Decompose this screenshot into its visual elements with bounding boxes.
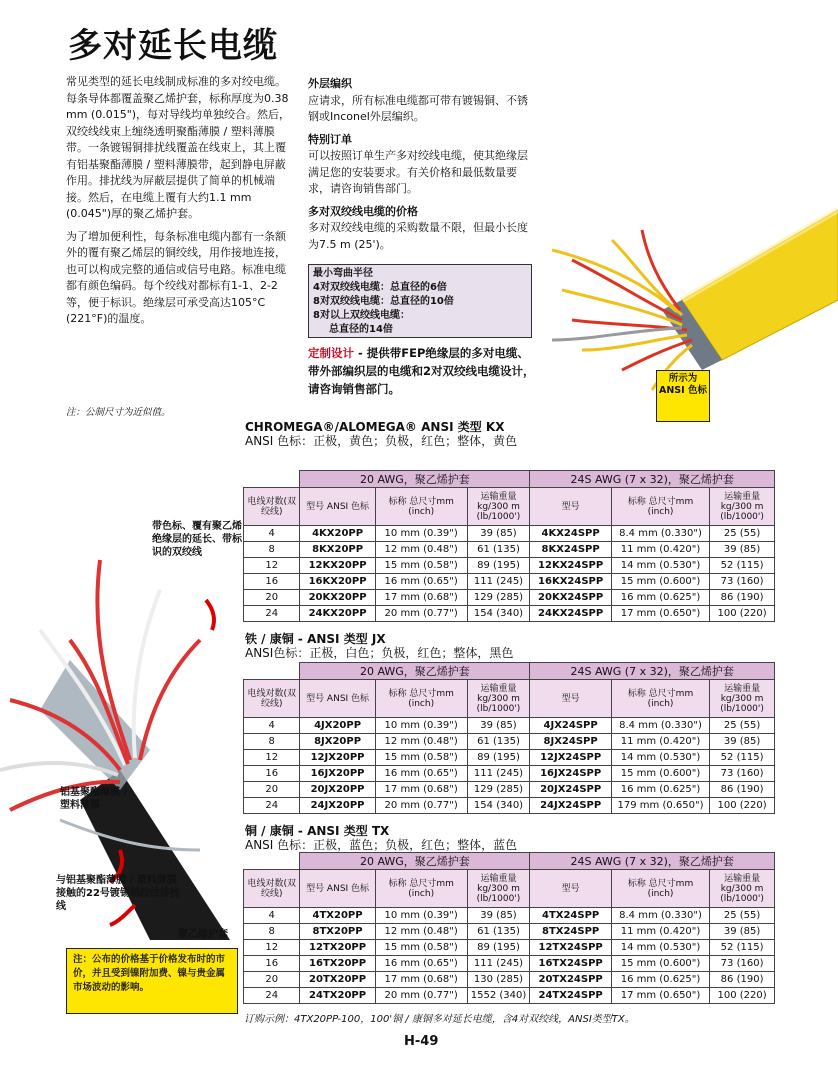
- price-text: 多对双绞线电缆的采购数量不限，但最小长度为7.5 m (25')。: [308, 221, 528, 251]
- table-row: [244, 718, 775, 734]
- table-cell: 4KX20PP: [300, 526, 375, 542]
- table-cell: 100 (220): [710, 988, 775, 1004]
- table-cell: 24JX20PP: [300, 798, 375, 814]
- table-cell: 25 (55): [710, 908, 775, 924]
- table-cell: 15 mm (0.600"): [611, 956, 709, 972]
- col-nominal: 标称 总尺寸mm (inch): [375, 870, 467, 908]
- col-nominal: 标称 总尺寸mm (inch): [375, 680, 467, 718]
- table-cell: 111 (245): [467, 956, 530, 972]
- table-cell: 14 mm (0.530"): [611, 750, 709, 766]
- table-cell: 8.4 mm (0.330"): [611, 526, 709, 542]
- table-cell: 24: [244, 606, 300, 622]
- table-cell: 20KX24SPP: [530, 590, 612, 606]
- table-cell: 25 (55): [710, 718, 775, 734]
- table-cell: 39 (85): [467, 526, 530, 542]
- table-cell: 39 (85): [710, 542, 775, 558]
- intro-paragraph-1: 常见类型的延长电线制成标准的多对绞电缆。每条导体都覆盖聚乙烯护套，标称厚度为0.38 mm (0.015")，每对导线均单独绞合。然后，双绞线线束上缠绕透明聚酯薄膜 / 塑料薄膜带。一条镀锡铜排扰线覆盖在线束上，其上覆有铝基聚酯薄膜 / 塑料薄膜带，起到静电屏蔽作用。排扰线为屏蔽层提供了简单的机械端接。然后，在电缆上覆有大约1.1 mm (0.045")厚的聚乙烯护套。: [66, 75, 291, 220]
- table-cell: 4KX24SPP: [530, 526, 612, 542]
- group-header-24awg: 24S AWG (7 x 32)，聚乙烯护套: [530, 471, 775, 488]
- table-cell: 20 mm (0.77"): [375, 606, 467, 622]
- col-weight: 运输重量 kg/300 m (lb/1000'): [467, 680, 530, 718]
- col-model-ansi: 型号 ANSI 色标: [300, 870, 375, 908]
- table-cell: 12JX20PP: [300, 750, 375, 766]
- table-cell: 20TX20PP: [300, 972, 375, 988]
- table-row: [244, 734, 775, 750]
- table-cell: 16JX24SPP: [530, 766, 612, 782]
- table-cell: 8: [244, 542, 300, 558]
- table-cell: 12 mm (0.48"): [375, 734, 467, 750]
- table-cell: 129 (285): [467, 590, 530, 606]
- table-cell: 16: [244, 574, 300, 590]
- table-cell: 16 mm (0.65"): [375, 766, 467, 782]
- table-cell: 86 (190): [710, 590, 775, 606]
- metric-note: 注：公制尺寸为近似值。: [66, 407, 171, 418]
- section-title: 铁 / 康铜 - ANSI 类型 JX: [245, 632, 386, 646]
- table-cell: 39 (85): [467, 908, 530, 924]
- table-cell: 20TX24SPP: [530, 972, 612, 988]
- table-cell: 8.4 mm (0.330"): [611, 718, 709, 734]
- col-pairs: 电线对数(双绞线): [244, 488, 300, 526]
- table-cell: 20 mm (0.77"): [375, 798, 467, 814]
- table-cell: 20JX24SPP: [530, 782, 612, 798]
- col-weight: 运输重量 kg/300 m (lb/1000'): [710, 680, 775, 718]
- table-cell: 61 (135): [467, 734, 530, 750]
- table-cell: 8: [244, 924, 300, 940]
- braid-text: 应请求，所有标准电缆都可带有镀锡铜、不锈钢或Inconel外层编织。: [308, 93, 528, 123]
- page-title: 多对延长电缆: [68, 26, 278, 66]
- group-header-20awg: 20 AWG，聚乙烯护套: [300, 663, 530, 680]
- table-cell: 20 mm (0.77"): [375, 988, 467, 1004]
- label-drain-wire: 与铝基聚酯薄膜 / 塑料薄膜接触的22号镀锡铜绞线排扰线: [56, 875, 180, 912]
- table-cell: 154 (340): [467, 606, 530, 622]
- table-header-row: [244, 488, 775, 526]
- table-cell: 16 mm (0.625"): [611, 782, 709, 798]
- col-weight: 运输重量 kg/300 m (lb/1000'): [467, 488, 530, 526]
- table-cell: 129 (285): [467, 782, 530, 798]
- table-cell: 16 mm (0.625"): [611, 972, 709, 988]
- table-row: [244, 558, 775, 574]
- custom-design-text: - 提供带FEP绝缘层的多对电缆、带外部编织层的电缆和2对双绞线电缆设计，请咨询销售部门。: [308, 346, 535, 396]
- table-row: [244, 782, 775, 798]
- table-cell: 16 mm (0.625"): [611, 590, 709, 606]
- section-title: CHROMEGA®/ALOMEGA® ANSI 类型 KX: [245, 420, 505, 434]
- table-cell: 61 (135): [467, 924, 530, 940]
- table-cell: 4TX20PP: [300, 908, 375, 924]
- table-cell: 17 mm (0.68"): [375, 972, 467, 988]
- bend-line: 8对以上双绞线电缆：: [313, 310, 410, 321]
- table-cell: 12KX24SPP: [530, 558, 612, 574]
- price-heading: 多对双绞线电缆的价格: [308, 204, 418, 218]
- table-cell: 12: [244, 750, 300, 766]
- price-note-box: 注：公布的价格基于价格发布时的市价，并且受到镍附加费、镍与贵金属市场波动的影响。: [66, 948, 238, 1014]
- table-cell: 100 (220): [710, 798, 775, 814]
- table-cell: 10 mm (0.39"): [375, 718, 467, 734]
- col-model: 型号: [530, 680, 612, 718]
- bend-line: 总直径的14倍: [329, 324, 393, 335]
- table-cell: 16 mm (0.65"): [375, 956, 467, 972]
- table-cell: 4: [244, 908, 300, 924]
- table-cell: 17 mm (0.68"): [375, 590, 467, 606]
- table-cell: 89 (195): [467, 940, 530, 956]
- col-weight: 运输重量 kg/300 m (lb/1000'): [710, 870, 775, 908]
- col-model: 型号: [530, 870, 612, 908]
- table-cell: 17 mm (0.650"): [611, 606, 709, 622]
- col-model-ansi: 型号 ANSI 色标: [300, 680, 375, 718]
- table-cell: 8TX24SPP: [530, 924, 612, 940]
- table-cell: 17 mm (0.650"): [611, 988, 709, 1004]
- table-cell: 20JX20PP: [300, 782, 375, 798]
- table-cell: 16KX24SPP: [530, 574, 612, 590]
- table-cell: 24TX20PP: [300, 988, 375, 1004]
- table-cell: 15 mm (0.58"): [375, 940, 467, 956]
- table-row: [244, 750, 775, 766]
- table-cell: 12: [244, 940, 300, 956]
- table-cell: 20KX20PP: [300, 590, 375, 606]
- table-cell: 8JX24SPP: [530, 734, 612, 750]
- table-row: [244, 972, 775, 988]
- table-row: [244, 798, 775, 814]
- table-cell: 12: [244, 558, 300, 574]
- bend-line: 4对双绞线电缆：总直径的6倍: [313, 282, 447, 293]
- table-group-row: [244, 663, 775, 680]
- table-cell: 8JX20PP: [300, 734, 375, 750]
- table-cell: 8.4 mm (0.330"): [611, 908, 709, 924]
- table-cell: 20: [244, 972, 300, 988]
- intro-column: [66, 74, 292, 334]
- table-cell: 111 (245): [467, 766, 530, 782]
- bend-radius-title: 最小弯曲半径: [313, 268, 373, 279]
- table-cell: 15 mm (0.600"): [611, 766, 709, 782]
- section-colors: ANSI色标：正极，白色；负极，红色；整体，黑色: [245, 646, 514, 660]
- table-cell: 15 mm (0.600"): [611, 574, 709, 590]
- table-cell: 111 (245): [467, 574, 530, 590]
- table-cell: 86 (190): [710, 782, 775, 798]
- table-row: [244, 988, 775, 1004]
- group-header-24awg: 24S AWG (7 x 32)，聚乙烯护套: [530, 853, 775, 870]
- table-cell: 24: [244, 988, 300, 1004]
- special-order-text: 可以按照订单生产多对绞线电缆，使其绝缘层满足您的安装要求。有关价格和最低数量要求，请咨询销售部门。: [308, 149, 528, 195]
- table-cell: 8TX20PP: [300, 924, 375, 940]
- table-cell: 20: [244, 590, 300, 606]
- table-cell: 20: [244, 782, 300, 798]
- table-group-row: [244, 853, 775, 870]
- table-cell: 61 (135): [467, 542, 530, 558]
- table-cell: 15 mm (0.58"): [375, 558, 467, 574]
- table-cell: 12JX24SPP: [530, 750, 612, 766]
- col-pairs: 电线对数(双绞线): [244, 870, 300, 908]
- group-header-20awg: 20 AWG，聚乙烯护套: [300, 471, 530, 488]
- table-cell: 4: [244, 526, 300, 542]
- table-cell: 130 (285): [467, 972, 530, 988]
- table-cell: 89 (195): [467, 750, 530, 766]
- table-cell: 4JX24SPP: [530, 718, 612, 734]
- label-jacket: 聚乙烯护套: [178, 929, 228, 940]
- table-cell: 52 (115): [710, 558, 775, 574]
- group-header-20awg: 20 AWG，聚乙烯护套: [300, 853, 530, 870]
- table-group-row: [244, 471, 775, 488]
- table-cell: 16KX20PP: [300, 574, 375, 590]
- table-row: [244, 606, 775, 622]
- table-cell: 4: [244, 718, 300, 734]
- table-cell: 11 mm (0.420"): [611, 924, 709, 940]
- table-row: [244, 574, 775, 590]
- group-header-24awg: 24S AWG (7 x 32)，聚乙烯护套: [530, 663, 775, 680]
- section-colors: ANSI 色标：正极，蓝色；负极，红色；整体，蓝色: [245, 838, 518, 852]
- braid-heading: 外层编织: [308, 77, 352, 90]
- section-heading-tx: [245, 824, 517, 852]
- table-cell: 8: [244, 734, 300, 750]
- table-cell: 89 (195): [467, 558, 530, 574]
- table-cell: 11 mm (0.420"): [611, 734, 709, 750]
- table-cell: 52 (115): [710, 750, 775, 766]
- col-pairs: 电线对数(双绞线): [244, 680, 300, 718]
- table-cell: 12TX20PP: [300, 940, 375, 956]
- table-cell: 16 mm (0.65"): [375, 574, 467, 590]
- table-cell: 24KX24SPP: [530, 606, 612, 622]
- table-row: [244, 924, 775, 940]
- section-heading-kx: [245, 420, 517, 448]
- table-header-row: [244, 680, 775, 718]
- table-cell: 4TX24SPP: [530, 908, 612, 924]
- label-foil: 铝基聚酯薄膜 / 塑料薄膜: [60, 787, 128, 811]
- table-cell: 12 mm (0.48"): [375, 542, 467, 558]
- table-row: [244, 956, 775, 972]
- table-cell: 16: [244, 766, 300, 782]
- col-weight: 运输重量 kg/300 m (lb/1000'): [710, 488, 775, 526]
- table-cell: 73 (160): [710, 956, 775, 972]
- table-row: [244, 940, 775, 956]
- table-cell: 73 (160): [710, 766, 775, 782]
- table-cell: 14 mm (0.530"): [611, 558, 709, 574]
- custom-design-note: [308, 344, 536, 398]
- section-heading-jx: [245, 632, 513, 660]
- table-cell: 16: [244, 956, 300, 972]
- table-cell: 86 (190): [710, 972, 775, 988]
- table-cell: 24KX20PP: [300, 606, 375, 622]
- col-model: 型号: [530, 488, 612, 526]
- col-nominal: 标称 总尺寸mm (inch): [611, 870, 709, 908]
- table-cell: 17 mm (0.68"): [375, 782, 467, 798]
- table-cell: 10 mm (0.39"): [375, 526, 467, 542]
- col-nominal: 标称 总尺寸mm (inch): [611, 680, 709, 718]
- table-row: [244, 542, 775, 558]
- table-cell: 25 (55): [710, 526, 775, 542]
- kx-table: [243, 470, 775, 622]
- col-nominal: 标称 总尺寸mm (inch): [375, 488, 467, 526]
- table-cell: 16TX24SPP: [530, 956, 612, 972]
- table-row: [244, 766, 775, 782]
- table-cell: 179 mm (0.650"): [611, 798, 709, 814]
- section-title: 铜 / 康铜 - ANSI 类型 TX: [245, 824, 390, 838]
- special-order-heading: 特别订单: [308, 132, 352, 146]
- table-cell: 52 (115): [710, 940, 775, 956]
- table-cell: 8KX20PP: [300, 542, 375, 558]
- table-cell: 15 mm (0.58"): [375, 750, 467, 766]
- table-cell: 100 (220): [710, 606, 775, 622]
- table-cell: 24TX24SPP: [530, 988, 612, 1004]
- table-row: [244, 908, 775, 924]
- col-model-ansi: 型号 ANSI 色标: [300, 488, 375, 526]
- jx-table: [243, 662, 775, 814]
- table-row: [244, 526, 775, 542]
- custom-design-label: 定制设计: [308, 346, 354, 360]
- table-cell: 14 mm (0.530"): [611, 940, 709, 956]
- table-cell: 12TX24SPP: [530, 940, 612, 956]
- order-example: 订购示例：4TX20PP-100，100'铜 / 康铜多对延长电缆，含4对双绞线，ANSI类型TX。: [244, 1014, 635, 1025]
- table-cell: 12 mm (0.48"): [375, 924, 467, 940]
- table-cell: 24JX24SPP: [530, 798, 612, 814]
- table-cell: 16JX20PP: [300, 766, 375, 782]
- table-cell: 10 mm (0.39"): [375, 908, 467, 924]
- details-column: [308, 76, 530, 259]
- table-cell: 1552 (340): [467, 988, 530, 1004]
- intro-paragraph-2: 为了增加便利性，每条标准电缆内都有一条额外的覆有聚乙烯层的铜绞线，用作接地连接，也可以构成完整的通信或信号电路。标准电缆都有颜色编码。每个绞线对都标有1-1、2-2等，便于标识。绝缘层可承受高达105°C (221°F)的温度。: [66, 229, 286, 325]
- table-cell: 16TX20PP: [300, 956, 375, 972]
- page-number: H-49: [404, 1034, 439, 1049]
- label-twisted-pairs: 带色标、覆有聚乙烯绝缘层的延长、带标识的双绞线: [152, 521, 242, 558]
- table-cell: 154 (340): [467, 798, 530, 814]
- table-header-row: [244, 870, 775, 908]
- table-cell: 73 (160): [710, 574, 775, 590]
- ansi-color-tag: 所示为 ANSI 色标: [656, 370, 710, 422]
- table-row: [244, 590, 775, 606]
- table-cell: 39 (85): [467, 718, 530, 734]
- col-nominal: 标称 总尺寸mm (inch): [611, 488, 709, 526]
- table-cell: 11 mm (0.420"): [611, 542, 709, 558]
- table-cell: 24: [244, 798, 300, 814]
- table-cell: 8KX24SPP: [530, 542, 612, 558]
- bend-radius-box: [308, 264, 532, 338]
- table-cell: 4JX20PP: [300, 718, 375, 734]
- section-colors: ANSI 色标：正极，黄色；负极，红色；整体，黄色: [245, 434, 518, 448]
- table-cell: 39 (85): [710, 924, 775, 940]
- table-cell: 39 (85): [710, 734, 775, 750]
- col-weight: 运输重量 kg/300 m (lb/1000'): [467, 870, 530, 908]
- bend-line: 8对双绞线电缆：总直径的10倍: [313, 296, 454, 307]
- tx-table: [243, 852, 775, 1004]
- table-cell: 12KX20PP: [300, 558, 375, 574]
